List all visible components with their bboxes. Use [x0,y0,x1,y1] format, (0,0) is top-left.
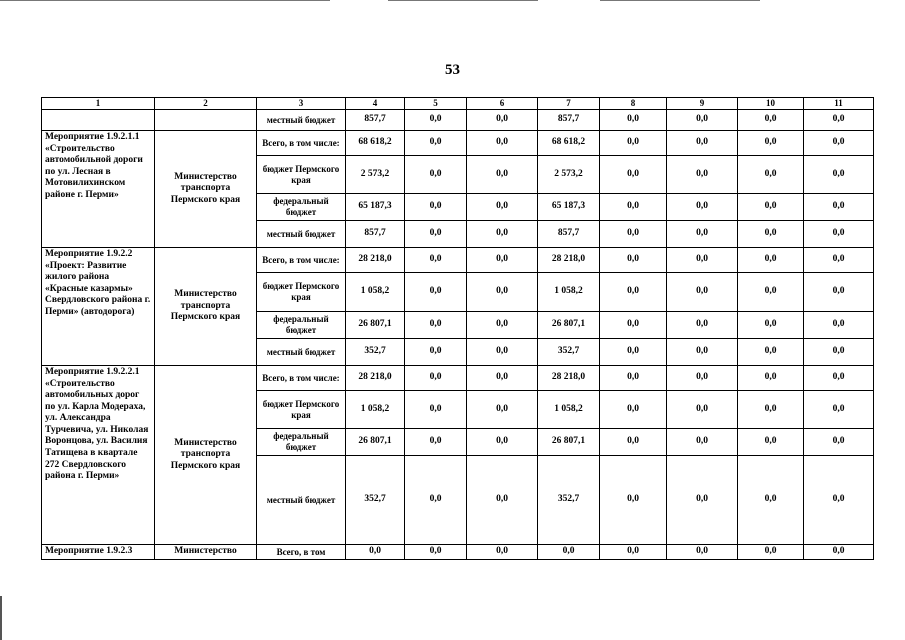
top-rule-left [0,0,330,1]
value-cell-col-10: 0,0 [738,456,804,545]
activity-cell: Мероприятие 1.9.2.3 [42,545,155,560]
value-cell-col-11: 0,0 [804,391,874,429]
value-cell-col-7: 68 618,2 [538,131,600,156]
funding-source-cell: федеральный бюджет [257,312,346,339]
value-cell-col-8: 0,0 [600,391,667,429]
value-cell-col-9: 0,0 [667,366,738,391]
budget-table [41,97,874,560]
funding-source-cell: Всего, в том числе: [257,248,346,273]
value-cell-col-10: 0,0 [738,110,804,131]
value-cell-col-4: 857,7 [346,110,405,131]
value-cell-col-11: 0,0 [804,156,874,194]
value-cell-col-5: 0,0 [405,110,467,131]
value-cell-col-6: 0,0 [467,110,538,131]
value-cell-col-7: 1 058,2 [538,391,600,429]
value-cell-col-10: 0,0 [738,391,804,429]
column-header-1: 1 [42,98,155,110]
value-cell-col-7: 857,7 [538,110,600,131]
value-cell-col-11: 0,0 [804,131,874,156]
value-cell-col-4: 65 187,3 [346,194,405,221]
funding-source-cell: бюджет Пермского края [257,391,346,429]
budget-table-body [42,98,874,560]
value-cell-col-9: 0,0 [667,156,738,194]
table-row [42,131,874,156]
column-header-2: 2 [155,98,257,110]
value-cell-col-5: 0,0 [405,339,467,366]
value-cell-col-8: 0,0 [600,429,667,456]
activity-cell: Мероприятие 1.9.2.2.1 «Строительство автомобильных дорог по ул. Карла Модераха, ул. Александра Турчевича, ул. Николая Воронцова, ул. Василия Татищева в квартале 272 Свердловского района г. Перми» [42,366,155,545]
value-cell-col-6: 0,0 [467,156,538,194]
value-cell-col-4: 26 807,1 [346,312,405,339]
value-cell-col-5: 0,0 [405,194,467,221]
value-cell-col-4: 352,7 [346,339,405,366]
value-cell-col-7: 0,0 [538,545,600,560]
funding-source-cell: бюджет Пермского края [257,156,346,194]
value-cell-col-5: 0,0 [405,366,467,391]
value-cell-col-8: 0,0 [600,194,667,221]
value-cell-col-11: 0,0 [804,273,874,312]
value-cell-col-9: 0,0 [667,248,738,273]
funding-source-cell: бюджет Пермского края [257,273,346,312]
value-cell-col-10: 0,0 [738,156,804,194]
value-cell-col-7: 352,7 [538,339,600,366]
value-cell-col-9: 0,0 [667,273,738,312]
page-number: 53 [445,62,460,78]
value-cell-col-5: 0,0 [405,131,467,156]
value-cell-col-11: 0,0 [804,545,874,560]
value-cell-col-10: 0,0 [738,366,804,391]
value-cell-col-7: 352,7 [538,456,600,545]
value-cell-col-6: 0,0 [467,221,538,248]
column-header-8: 8 [600,98,667,110]
funding-source-cell: федеральный бюджет [257,194,346,221]
value-cell-col-11: 0,0 [804,194,874,221]
funding-source-cell: Всего, в том [257,545,346,560]
column-header-9: 9 [667,98,738,110]
value-cell-col-10: 0,0 [738,194,804,221]
funding-source-cell: федеральный бюджет [257,429,346,456]
value-cell-col-5: 0,0 [405,312,467,339]
executor-cell [155,110,257,131]
value-cell-col-4: 1 058,2 [346,273,405,312]
top-rule-mid [388,0,538,1]
value-cell-col-9: 0,0 [667,391,738,429]
value-cell-col-9: 0,0 [667,429,738,456]
column-header-10: 10 [738,98,804,110]
value-cell-col-8: 0,0 [600,273,667,312]
executor-cell: Министерство [155,545,257,560]
value-cell-col-4: 1 058,2 [346,391,405,429]
funding-source-cell: местный бюджет [257,456,346,545]
value-cell-col-5: 0,0 [405,545,467,560]
value-cell-col-10: 0,0 [738,312,804,339]
value-cell-col-10: 0,0 [738,221,804,248]
value-cell-col-11: 0,0 [804,248,874,273]
value-cell-col-6: 0,0 [467,248,538,273]
funding-source-cell: Всего, в том числе: [257,131,346,156]
value-cell-col-7: 26 807,1 [538,312,600,339]
value-cell-col-4: 68 618,2 [346,131,405,156]
value-cell-col-9: 0,0 [667,312,738,339]
value-cell-col-4: 857,7 [346,221,405,248]
value-cell-col-11: 0,0 [804,110,874,131]
value-cell-col-7: 28 218,0 [538,248,600,273]
funding-source-cell: местный бюджет [257,221,346,248]
executor-cell: Министерство транспорта Пермского края [155,131,257,248]
executor-cell: Министерство транспорта Пермского края [155,248,257,366]
funding-source-cell: местный бюджет [257,110,346,131]
header-row [42,98,874,110]
value-cell-col-8: 0,0 [600,366,667,391]
value-cell-col-5: 0,0 [405,456,467,545]
value-cell-col-10: 0,0 [738,248,804,273]
scan-edge-mark [0,596,2,640]
top-rule-right [600,0,760,1]
value-cell-col-7: 1 058,2 [538,273,600,312]
value-cell-col-11: 0,0 [804,456,874,545]
value-cell-col-7: 26 807,1 [538,429,600,456]
value-cell-col-4: 2 573,2 [346,156,405,194]
value-cell-col-10: 0,0 [738,131,804,156]
value-cell-col-4: 0,0 [346,545,405,560]
funding-source-cell: Всего, в том числе: [257,366,346,391]
value-cell-col-8: 0,0 [600,545,667,560]
value-cell-col-5: 0,0 [405,221,467,248]
value-cell-col-11: 0,0 [804,221,874,248]
value-cell-col-6: 0,0 [467,339,538,366]
value-cell-col-6: 0,0 [467,366,538,391]
column-header-4: 4 [346,98,405,110]
activity-cell: Мероприятие 1.9.2.2 «Проект: Развитие жилого района «Красные казармы» Свердловского района г. Перми» (автодорога) [42,248,155,366]
value-cell-col-11: 0,0 [804,366,874,391]
value-cell-col-6: 0,0 [467,273,538,312]
value-cell-col-9: 0,0 [667,110,738,131]
value-cell-col-6: 0,0 [467,456,538,545]
value-cell-col-9: 0,0 [667,221,738,248]
value-cell-col-8: 0,0 [600,131,667,156]
value-cell-col-8: 0,0 [600,456,667,545]
value-cell-col-7: 2 573,2 [538,156,600,194]
value-cell-col-5: 0,0 [405,429,467,456]
value-cell-col-11: 0,0 [804,312,874,339]
value-cell-col-9: 0,0 [667,339,738,366]
column-header-5: 5 [405,98,467,110]
value-cell-col-5: 0,0 [405,248,467,273]
value-cell-col-8: 0,0 [600,221,667,248]
activity-cell [42,110,155,131]
column-header-3: 3 [257,98,346,110]
value-cell-col-11: 0,0 [804,429,874,456]
value-cell-col-8: 0,0 [600,156,667,194]
value-cell-col-8: 0,0 [600,248,667,273]
value-cell-col-10: 0,0 [738,339,804,366]
value-cell-col-5: 0,0 [405,273,467,312]
value-cell-col-8: 0,0 [600,312,667,339]
value-cell-col-10: 0,0 [738,545,804,560]
value-cell-col-4: 26 807,1 [346,429,405,456]
value-cell-col-9: 0,0 [667,131,738,156]
table-row [42,248,874,273]
value-cell-col-9: 0,0 [667,194,738,221]
value-cell-col-6: 0,0 [467,312,538,339]
value-cell-col-8: 0,0 [600,110,667,131]
table-row [42,545,874,560]
value-cell-col-5: 0,0 [405,391,467,429]
funding-source-cell: местный бюджет [257,339,346,366]
value-cell-col-6: 0,0 [467,391,538,429]
executor-cell: Министерство транспорта Пермского края [155,366,257,545]
value-cell-col-4: 28 218,0 [346,248,405,273]
table-row [42,366,874,391]
value-cell-col-7: 65 187,3 [538,194,600,221]
column-header-6: 6 [467,98,538,110]
value-cell-col-6: 0,0 [467,194,538,221]
value-cell-col-6: 0,0 [467,131,538,156]
column-header-7: 7 [538,98,600,110]
value-cell-col-4: 28 218,0 [346,366,405,391]
value-cell-col-6: 0,0 [467,545,538,560]
value-cell-col-5: 0,0 [405,156,467,194]
value-cell-col-7: 28 218,0 [538,366,600,391]
value-cell-col-10: 0,0 [738,429,804,456]
value-cell-col-6: 0,0 [467,429,538,456]
value-cell-col-10: 0,0 [738,273,804,312]
column-header-11: 11 [804,98,874,110]
value-cell-col-9: 0,0 [667,545,738,560]
activity-cell: Мероприятие 1.9.2.1.1 «Строительство автомобильной дороги по ул. Лесная в Мотовилихинском районе г. Перми» [42,131,155,248]
value-cell-col-9: 0,0 [667,456,738,545]
value-cell-col-4: 352,7 [346,456,405,545]
value-cell-col-7: 857,7 [538,221,600,248]
value-cell-col-11: 0,0 [804,339,874,366]
table-row [42,110,874,131]
value-cell-col-8: 0,0 [600,339,667,366]
